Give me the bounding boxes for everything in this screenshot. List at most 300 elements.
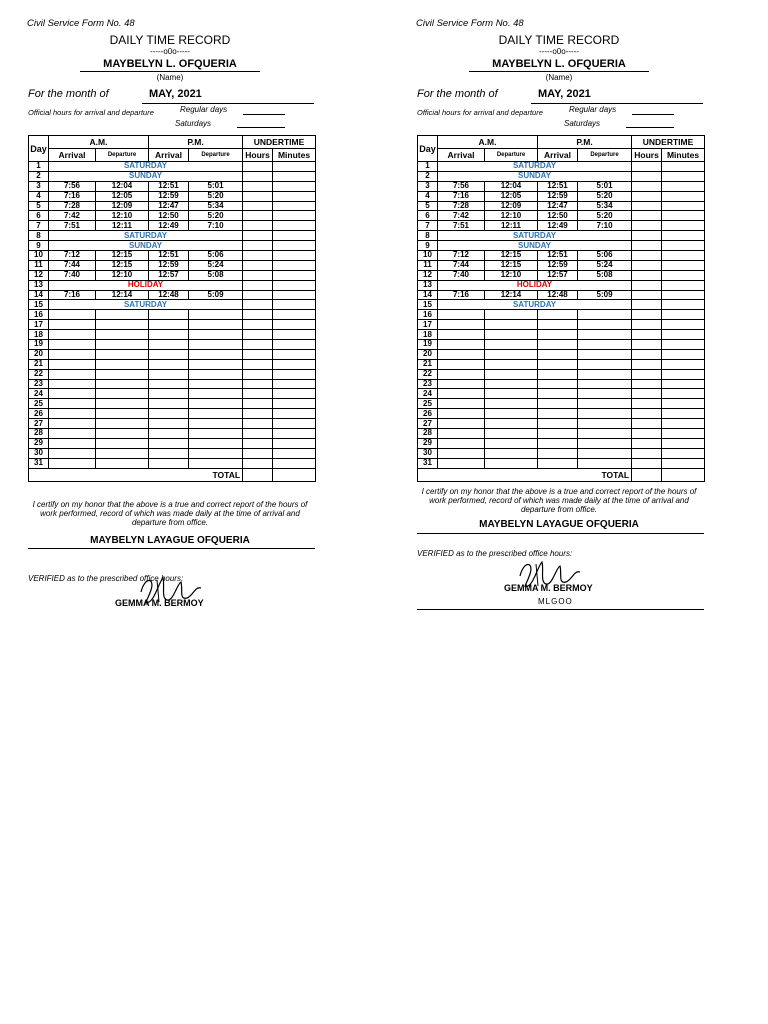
am-arrival-cell (49, 310, 96, 320)
undertime-hours-cell (243, 379, 273, 389)
regular-days-blank (243, 114, 285, 115)
pm-departure-cell (189, 369, 243, 379)
day-note: SATURDAY (438, 300, 632, 310)
am-arrival-cell (49, 399, 96, 409)
table-row (29, 389, 316, 399)
am-arrival-cell (49, 419, 96, 429)
header-pm-arrival: Arrival (538, 149, 578, 162)
undertime-hours-cell (243, 280, 273, 290)
day-cell: 9 (29, 241, 49, 251)
am-arrival-cell: 7:16 (438, 191, 485, 201)
pm-departure-cell (189, 310, 243, 320)
undertime-minutes-cell (662, 419, 705, 429)
pm-arrival-cell (538, 438, 578, 448)
am-arrival-cell (438, 320, 485, 330)
undertime-hours-cell (632, 191, 662, 201)
pm-arrival-cell (149, 429, 189, 439)
undertime-hours-cell (632, 320, 662, 330)
time-record-table (417, 135, 705, 482)
form-title: DAILY TIME RECORD (498, 33, 620, 47)
table-row (29, 448, 316, 458)
am-arrival-cell: 7:40 (438, 270, 485, 280)
header-pm-departure: Departure (189, 149, 243, 162)
pm-arrival-cell (538, 359, 578, 369)
day-note: SUNDAY (438, 171, 632, 181)
month-value: MAY, 2021 (149, 88, 202, 100)
undertime-hours-cell (632, 201, 662, 211)
table-row (418, 419, 705, 429)
table-row (418, 399, 705, 409)
undertime-hours-cell (632, 389, 662, 399)
certifier-name: MAYBELYN LAYAGUE OFQUERIA (90, 535, 250, 546)
pm-arrival-cell (538, 349, 578, 359)
am-departure-cell (485, 389, 538, 399)
pm-arrival-cell (149, 389, 189, 399)
undertime-hours-cell (243, 251, 273, 261)
supervisor-signature-line (417, 609, 704, 610)
pm-departure-cell (578, 349, 632, 359)
pm-departure-cell: 5:20 (578, 211, 632, 221)
form-number: Civil Service Form No. 48 (416, 18, 524, 29)
table-row (418, 300, 705, 310)
undertime-hours-cell (243, 330, 273, 340)
header-minutes: Minutes (662, 149, 705, 162)
undertime-hours-cell (632, 181, 662, 191)
pm-departure-cell: 5:09 (578, 290, 632, 300)
undertime-minutes-cell (662, 231, 705, 241)
am-departure-cell: 12:11 (485, 221, 538, 231)
pm-arrival-cell (149, 438, 189, 448)
total-hours (632, 468, 662, 481)
table-row (29, 419, 316, 429)
undertime-hours-cell (243, 241, 273, 251)
title-separator: -----o0o----- (150, 47, 190, 56)
pm-departure-cell (189, 429, 243, 439)
day-cell: 11 (418, 260, 438, 270)
employee-name: MAYBELYN L. OFQUERIA (492, 58, 626, 70)
pm-departure-cell (578, 419, 632, 429)
day-cell: 3 (29, 181, 49, 191)
am-departure-cell (485, 419, 538, 429)
pm-arrival-cell (149, 359, 189, 369)
pm-departure-cell (189, 389, 243, 399)
am-departure-cell (96, 419, 149, 429)
table-row (29, 429, 316, 439)
day-cell: 6 (418, 211, 438, 221)
table-row (418, 349, 705, 359)
name-underline (80, 71, 260, 72)
pm-departure-cell (189, 458, 243, 468)
undertime-minutes-cell (273, 231, 316, 241)
day-cell: 27 (418, 419, 438, 429)
pm-arrival-cell: 12:59 (538, 191, 578, 201)
pm-departure-cell: 5:24 (189, 260, 243, 270)
pm-arrival-cell: 12:48 (538, 290, 578, 300)
undertime-hours-cell (632, 349, 662, 359)
am-departure-cell: 12:11 (96, 221, 149, 231)
table-row (418, 448, 705, 458)
table-row (29, 270, 316, 280)
day-cell: 27 (29, 419, 49, 429)
day-cell: 4 (418, 191, 438, 201)
undertime-hours-cell (632, 399, 662, 409)
table-row (418, 429, 705, 439)
am-departure-cell: 12:04 (96, 181, 149, 191)
table-row (418, 171, 705, 181)
pm-departure-cell (578, 399, 632, 409)
header-pm-departure: Departure (578, 149, 632, 162)
undertime-hours-cell (243, 211, 273, 221)
regular-days-label: Regular days (569, 105, 617, 114)
day-cell: 10 (418, 251, 438, 261)
pm-departure-cell: 5:01 (578, 181, 632, 191)
am-departure-cell (485, 409, 538, 419)
day-cell: 17 (418, 320, 438, 330)
day-cell: 8 (418, 231, 438, 241)
pm-departure-cell: 5:20 (189, 191, 243, 201)
table-row (418, 181, 705, 191)
pm-arrival-cell: 12:51 (538, 181, 578, 191)
day-cell: 1 (29, 162, 49, 172)
pm-arrival-cell (538, 369, 578, 379)
am-arrival-cell: 7:51 (49, 221, 96, 231)
pm-departure-cell (578, 369, 632, 379)
supervisor-name: GEMMA M. BERMOY (115, 598, 204, 608)
name-caption: (Name) (156, 73, 184, 82)
table-row (29, 191, 316, 201)
day-cell: 16 (29, 310, 49, 320)
undertime-hours-cell (632, 419, 662, 429)
am-arrival-cell (49, 389, 96, 399)
pm-departure-cell: 5:09 (189, 290, 243, 300)
undertime-minutes-cell (662, 340, 705, 350)
table-row (418, 340, 705, 350)
undertime-minutes-cell (662, 310, 705, 320)
am-departure-cell (96, 330, 149, 340)
employee-name: MAYBELYN L. OFQUERIA (103, 58, 237, 70)
am-arrival-cell: 7:16 (438, 290, 485, 300)
undertime-minutes-cell (273, 211, 316, 221)
table-row (418, 379, 705, 389)
undertime-hours-cell (632, 438, 662, 448)
table-row (418, 270, 705, 280)
pm-departure-cell (189, 399, 243, 409)
pm-arrival-cell (538, 429, 578, 439)
undertime-hours-cell (243, 438, 273, 448)
total-label: TOTAL (418, 468, 632, 481)
undertime-hours-cell (243, 320, 273, 330)
am-departure-cell: 12:14 (485, 290, 538, 300)
day-note: SATURDAY (49, 162, 243, 172)
undertime-minutes-cell (662, 429, 705, 439)
undertime-minutes-cell (662, 201, 705, 211)
pm-departure-cell (578, 429, 632, 439)
day-cell: 30 (418, 448, 438, 458)
day-cell: 2 (29, 171, 49, 181)
am-departure-cell (485, 320, 538, 330)
am-departure-cell (96, 349, 149, 359)
saturdays-blank (626, 127, 674, 128)
undertime-hours-cell (632, 290, 662, 300)
pm-departure-cell: 5:01 (189, 181, 243, 191)
header-am: A.M. (49, 136, 149, 149)
header-pm-arrival: Arrival (149, 149, 189, 162)
am-arrival-cell (49, 349, 96, 359)
am-departure-cell: 12:15 (485, 260, 538, 270)
day-cell: 19 (418, 340, 438, 350)
undertime-minutes-cell (273, 181, 316, 191)
name-caption: (Name) (545, 73, 573, 82)
table-row (29, 320, 316, 330)
month-label: For the month of (28, 88, 109, 100)
pm-arrival-cell (538, 379, 578, 389)
undertime-hours-cell (243, 458, 273, 468)
pm-departure-cell: 5:08 (578, 270, 632, 280)
am-arrival-cell: 7:42 (49, 211, 96, 221)
am-departure-cell (96, 389, 149, 399)
table-row (29, 300, 316, 310)
undertime-hours-cell (632, 369, 662, 379)
day-cell: 12 (418, 270, 438, 280)
pm-arrival-cell: 12:47 (538, 201, 578, 211)
undertime-hours-cell (243, 419, 273, 429)
table-row (418, 409, 705, 419)
am-departure-cell (485, 359, 538, 369)
undertime-minutes-cell (273, 399, 316, 409)
pm-arrival-cell: 12:59 (538, 260, 578, 270)
table-row (418, 241, 705, 251)
undertime-minutes-cell (662, 330, 705, 340)
table-row (29, 162, 316, 172)
undertime-minutes-cell (662, 211, 705, 221)
am-arrival-cell (438, 458, 485, 468)
am-arrival-cell: 7:51 (438, 221, 485, 231)
day-cell: 6 (29, 211, 49, 221)
table-row (418, 201, 705, 211)
pm-arrival-cell (149, 409, 189, 419)
am-departure-cell: 12:05 (485, 191, 538, 201)
day-cell: 25 (418, 399, 438, 409)
pm-arrival-cell (538, 419, 578, 429)
day-cell: 14 (418, 290, 438, 300)
day-cell: 5 (418, 201, 438, 211)
day-cell: 26 (418, 409, 438, 419)
certifier-name: MAYBELYN LAYAGUE OFQUERIA (479, 519, 639, 530)
am-departure-cell (485, 349, 538, 359)
table-row (418, 458, 705, 468)
undertime-minutes-cell (662, 280, 705, 290)
header-day: Day (418, 136, 438, 162)
am-arrival-cell: 7:40 (49, 270, 96, 280)
am-departure-cell: 12:10 (96, 211, 149, 221)
day-note: SUNDAY (49, 241, 243, 251)
saturdays-blank (237, 127, 285, 128)
pm-arrival-cell (149, 320, 189, 330)
pm-arrival-cell: 12:50 (149, 211, 189, 221)
header-pm: P.M. (149, 136, 243, 149)
pm-departure-cell: 5:06 (189, 251, 243, 261)
table-row (29, 310, 316, 320)
undertime-hours-cell (632, 429, 662, 439)
am-departure-cell: 12:10 (485, 211, 538, 221)
am-arrival-cell (49, 409, 96, 419)
verified-text: VERIFIED as to the prescribed office hours: (28, 574, 184, 583)
am-arrival-cell: 7:28 (438, 201, 485, 211)
undertime-hours-cell (632, 162, 662, 172)
table-row (418, 369, 705, 379)
undertime-minutes-cell (662, 270, 705, 280)
pm-arrival-cell (538, 320, 578, 330)
day-cell: 12 (29, 270, 49, 280)
am-arrival-cell (49, 438, 96, 448)
day-cell: 8 (29, 231, 49, 241)
day-cell: 3 (418, 181, 438, 191)
day-cell: 15 (418, 300, 438, 310)
pm-arrival-cell (149, 379, 189, 389)
pm-arrival-cell (149, 340, 189, 350)
undertime-hours-cell (243, 270, 273, 280)
undertime-minutes-cell (662, 300, 705, 310)
day-cell: 23 (418, 379, 438, 389)
table-row (29, 221, 316, 231)
am-departure-cell (96, 320, 149, 330)
day-note: SATURDAY (438, 231, 632, 241)
undertime-hours-cell (632, 379, 662, 389)
undertime-minutes-cell (662, 379, 705, 389)
am-departure-cell (485, 369, 538, 379)
am-departure-cell (485, 399, 538, 409)
am-arrival-cell: 7:28 (49, 201, 96, 211)
day-cell: 25 (29, 399, 49, 409)
table-row (29, 349, 316, 359)
am-arrival-cell: 7:16 (49, 290, 96, 300)
undertime-minutes-cell (273, 162, 316, 172)
pm-arrival-cell (149, 399, 189, 409)
table-row (29, 251, 316, 261)
pm-departure-cell (578, 330, 632, 340)
pm-departure-cell (578, 310, 632, 320)
day-cell: 13 (418, 280, 438, 290)
header-am-departure: Departure (96, 149, 149, 162)
official-hours-label: Official hours for arrival and departure (28, 108, 154, 117)
table-row (29, 260, 316, 270)
header-am-departure: Departure (485, 149, 538, 162)
undertime-hours-cell (632, 300, 662, 310)
undertime-minutes-cell (662, 438, 705, 448)
day-note: SATURDAY (438, 162, 632, 172)
certification-text: I certify on my honor that the above is a true and correct report of the hours of work performed, record of which was made daily at the time of arrival and departure from office. (32, 500, 308, 527)
am-arrival-cell (438, 419, 485, 429)
pm-arrival-cell: 12:47 (149, 201, 189, 211)
am-departure-cell: 12:15 (485, 251, 538, 261)
am-arrival-cell: 7:56 (438, 181, 485, 191)
undertime-hours-cell (243, 369, 273, 379)
am-departure-cell (96, 340, 149, 350)
pm-arrival-cell (538, 409, 578, 419)
pm-arrival-cell (538, 458, 578, 468)
am-departure-cell: 12:14 (96, 290, 149, 300)
am-arrival-cell (438, 438, 485, 448)
day-cell: 24 (29, 389, 49, 399)
pm-departure-cell (578, 340, 632, 350)
table-row (29, 171, 316, 181)
undertime-hours-cell (243, 171, 273, 181)
header-minutes: Minutes (273, 149, 316, 162)
table-row (418, 221, 705, 231)
undertime-minutes-cell (662, 389, 705, 399)
pm-departure-cell (578, 438, 632, 448)
month-underline (531, 103, 703, 104)
pm-arrival-cell: 12:48 (149, 290, 189, 300)
day-cell: 9 (418, 241, 438, 251)
pm-arrival-cell: 12:50 (538, 211, 578, 221)
day-cell: 31 (418, 458, 438, 468)
table-row (29, 409, 316, 419)
undertime-hours-cell (632, 340, 662, 350)
table-row (29, 280, 316, 290)
day-cell: 4 (29, 191, 49, 201)
undertime-minutes-cell (273, 389, 316, 399)
month-underline (142, 103, 314, 104)
pm-departure-cell (189, 330, 243, 340)
day-cell: 22 (418, 369, 438, 379)
am-arrival-cell (49, 340, 96, 350)
pm-departure-cell: 5:24 (578, 260, 632, 270)
pm-arrival-cell (149, 448, 189, 458)
table-row (29, 290, 316, 300)
day-note: HOLIDAY (438, 280, 632, 290)
undertime-hours-cell (243, 389, 273, 399)
pm-arrival-cell (538, 310, 578, 320)
undertime-hours-cell (632, 330, 662, 340)
day-cell: 19 (29, 340, 49, 350)
undertime-minutes-cell (662, 448, 705, 458)
undertime-hours-cell (632, 221, 662, 231)
am-departure-cell (96, 369, 149, 379)
am-departure-cell (96, 310, 149, 320)
table-row (418, 320, 705, 330)
pm-arrival-cell: 12:51 (149, 251, 189, 261)
undertime-hours-cell (632, 458, 662, 468)
am-arrival-cell (438, 379, 485, 389)
day-cell: 13 (29, 280, 49, 290)
pm-departure-cell (578, 409, 632, 419)
total-minutes (273, 468, 316, 481)
pm-departure-cell: 5:08 (189, 270, 243, 280)
header-hours: Hours (243, 149, 273, 162)
am-arrival-cell: 7:16 (49, 191, 96, 201)
day-cell: 18 (29, 330, 49, 340)
header-pm: P.M. (538, 136, 632, 149)
pm-departure-cell: 7:10 (578, 221, 632, 231)
am-arrival-cell: 7:44 (438, 260, 485, 270)
certifier-signature-line (417, 533, 704, 534)
am-departure-cell: 12:10 (96, 270, 149, 280)
table-row (29, 399, 316, 409)
pm-arrival-cell (149, 330, 189, 340)
table-row (418, 211, 705, 221)
pm-arrival-cell: 12:51 (538, 251, 578, 261)
am-arrival-cell (49, 379, 96, 389)
undertime-hours-cell (632, 280, 662, 290)
undertime-minutes-cell (273, 369, 316, 379)
undertime-hours-cell (243, 409, 273, 419)
day-cell: 20 (418, 349, 438, 359)
am-departure-cell (485, 458, 538, 468)
pm-departure-cell (578, 458, 632, 468)
day-cell: 21 (29, 359, 49, 369)
day-cell: 15 (29, 300, 49, 310)
